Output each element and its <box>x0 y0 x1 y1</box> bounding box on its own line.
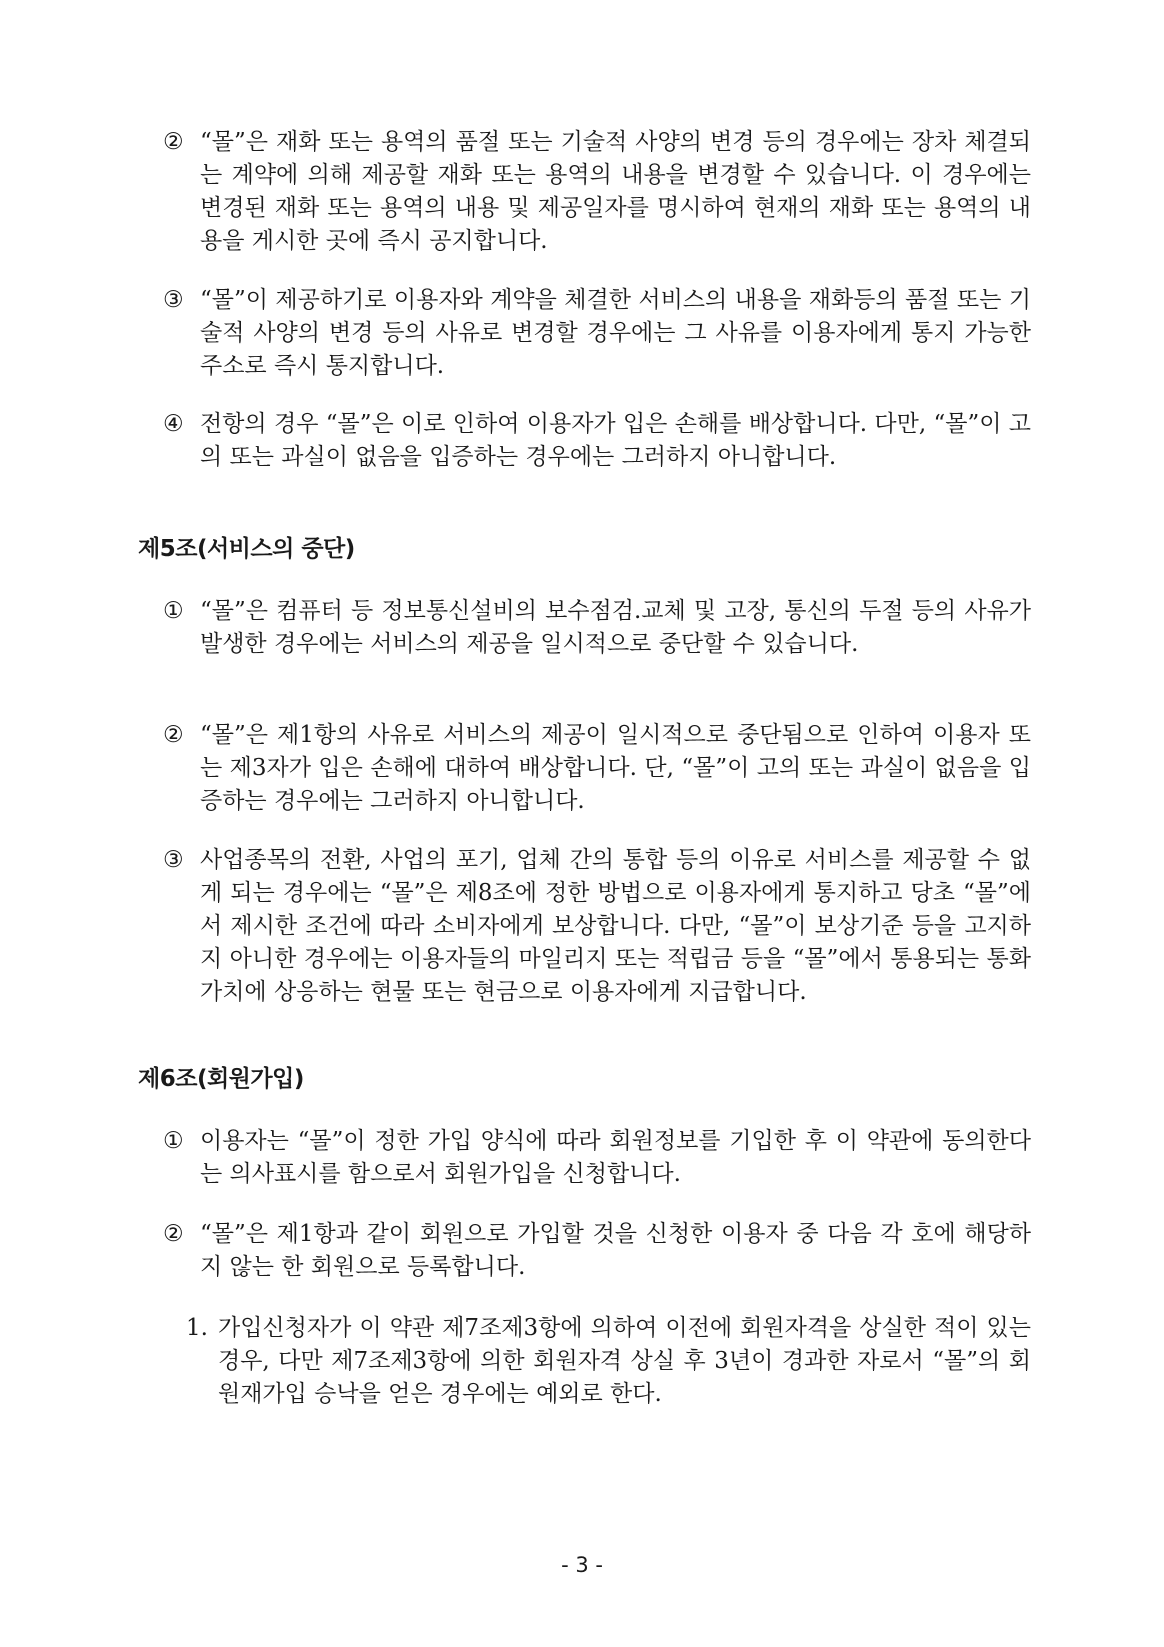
article5-heading: 제5조(서비스의 중단) <box>138 536 355 562</box>
article5-clause3 <box>163 844 1031 1009</box>
article6-clause2 <box>163 1218 1031 1284</box>
article6-heading: 제6조(회원가입) <box>138 1066 304 1092</box>
clause-text: 이용자는 “몰”이 정한 가입 양식에 따라 회원정보를 기입한 후 이 약관에 동의한다는 의사표시를 함으로서 회원가입을 신청합니다. <box>200 1128 1031 1187</box>
article6-clause1 <box>163 1125 1031 1191</box>
clause-number: ④ <box>163 411 184 437</box>
clause-text: “몰”은 제1항의 사유로 서비스의 제공이 일시적으로 중단됨으로 인하여 이용자 또는 제3자가 입은 손해에 대하여 배상합니다. 단, “몰”이 고의 또는 과실이 없음을 입증하는 경우에는 그러하지 아니합니다. <box>200 722 1031 814</box>
item-text: 가입신청자가 이 약관 제7조제3항에 의하여 이전에 회원자격을 상실한 적이 있는 경우, 다만 제7조제3항에 의한 회원자격 상실 후 3년이 경과한 자로서 “몰”의 회원재가입 승낙을 얻은 경우에는 예외로 한다. <box>218 1315 1031 1407</box>
clause-number: ② <box>163 1221 184 1247</box>
page-number: - 3 - <box>561 1553 603 1577</box>
clause-number: ① <box>163 598 184 624</box>
clause-number: ① <box>163 1128 184 1154</box>
clause-text: “몰”은 컴퓨터 등 정보통신설비의 보수점검.교체 및 고장, 통신의 두절 등의 사유가 발생한 경우에는 서비스의 제공을 일시적으로 중단할 수 있습니다. <box>200 598 1031 657</box>
clause-text: “몰”이 제공하기로 이용자와 계약을 체결한 서비스의 내용을 재화등의 품절 또는 기술적 사양의 변경 등의 사유로 변경할 경우에는 그 사유를 이용자에게 통지 가능한 주소로 즉시 통지합니다. <box>200 287 1031 379</box>
article5-clause1 <box>163 595 1031 661</box>
clause-number: ② <box>163 129 184 155</box>
article4-clause3 <box>163 284 1031 383</box>
item-number: 1. <box>186 1315 208 1341</box>
clause-text: 전항의 경우 “몰”은 이로 인하여 이용자가 입은 손해를 배상합니다. 다만, “몰”이 고의 또는 과실이 없음을 입증하는 경우에는 그러하지 아니합니다. <box>200 411 1031 470</box>
article6-item1 <box>186 1312 1031 1411</box>
clause-text: “몰”은 재화 또는 용역의 품절 또는 기술적 사양의 변경 등의 경우에는 장차 체결되는 계약에 의해 제공할 재화 또는 용역의 내용을 변경할 수 있습니다. 이 경우에는 변경된 재화 또는 용역의 내용 및 제공일자를 명시하여 현재의 재화 또는 용역의 내용을 게시한 곳에 즉시 공지합니다. <box>200 129 1031 254</box>
clause-text: “몰”은 제1항과 같이 회원으로 가입할 것을 신청한 이용자 중 다음 각 호에 해당하지 않는 한 회원으로 등록합니다. <box>200 1221 1031 1280</box>
clause-number: ③ <box>163 287 184 313</box>
clause-number: ③ <box>163 847 184 873</box>
article5-clause2 <box>163 719 1031 818</box>
clause-number: ② <box>163 722 184 748</box>
article4-clause4 <box>163 408 1031 474</box>
clause-text: 사업종목의 전환, 사업의 포기, 업체 간의 통합 등의 이유로 서비스를 제공할 수 없게 되는 경우에는 “몰”은 제8조에 정한 방법으로 이용자에게 통지하고 당초 “몰”에서 제시한 조건에 따라 소비자에게 보상합니다. 다만, “몰”이 보상기준 등을 고지하지 아니한 경우에는 이용자들의 마일리지 또는 적립금 등을 “몰”에서 통용되는 통화가치에 상응하는 현물 또는 현금으로 이용자에게 지급합니다. <box>200 847 1031 1005</box>
article4-clause2 <box>163 126 1031 258</box>
